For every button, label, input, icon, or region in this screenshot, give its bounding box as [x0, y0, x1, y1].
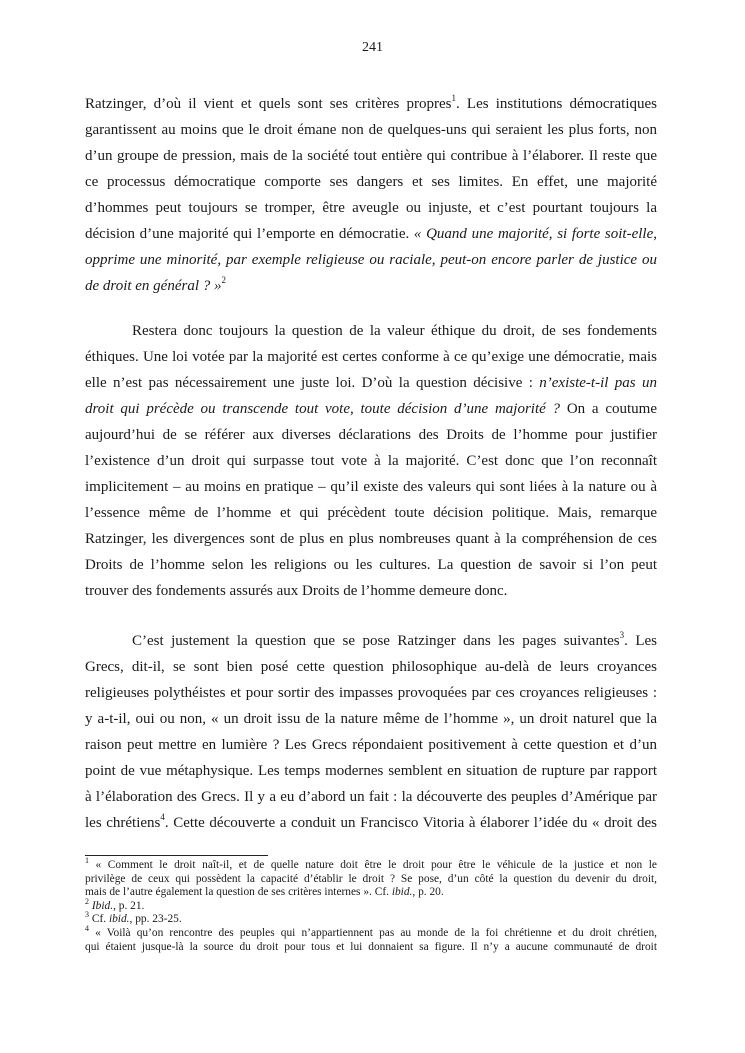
- text-line: [85, 318, 657, 344]
- italic-text: « Quand une majorité, si forte soit-elle,: [413, 226, 657, 242]
- text-line: [85, 169, 657, 195]
- text: , p. 20.: [412, 886, 444, 899]
- text-line: [85, 422, 657, 448]
- text-line: [85, 758, 657, 784]
- paragraph-3: [85, 628, 657, 836]
- text: mais de l’autre également la question de ses critères internes ». Cf.: [85, 886, 392, 899]
- text-line: [85, 396, 657, 422]
- text: On a coutume: [560, 401, 657, 417]
- text: garantissent au moins que le droit émane non de quelques-uns qui seraient les plus forts, non: [85, 122, 657, 138]
- text-line: [85, 117, 657, 143]
- text: elle n’est pas nécessairement une juste loi. D’où la question décisive :: [85, 375, 540, 391]
- footnote-ref: 4: [160, 812, 165, 822]
- text: . Les: [624, 633, 657, 649]
- text-line: [85, 578, 657, 604]
- text: , p. 21.: [113, 899, 145, 912]
- text: implicitement – au moins en pratique – qu’il existe des valeurs qui sont liées à la nature ou à: [85, 479, 657, 495]
- text: « Comment le droit naît-il, et de quelle nature doit être le droit pour être le véhicule de la justice et non le: [89, 859, 657, 871]
- text: point de vue métaphysique. Les temps modernes semblent en situation de rupture par rapport: [85, 763, 657, 779]
- text-line: [85, 886, 657, 900]
- footnote-ref: 2: [221, 275, 227, 285]
- footnote-ref: 2: [85, 896, 89, 906]
- text-line: [85, 910, 657, 927]
- text-line: [85, 680, 657, 706]
- text-line: [85, 941, 657, 955]
- text: privilège de ceux qui possèdent la capacité d’établir le droit ? Se pose, d’un côté la question du devenir du droit,: [85, 872, 657, 885]
- footnotes: [85, 856, 657, 954]
- text: . Les institutions démocratiques: [456, 96, 657, 112]
- text-line: [85, 273, 657, 299]
- text: à l’élaboration des Grecs. Il y a eu d’abord un fait : la découverte des peuples d’Amérique par: [85, 789, 657, 805]
- text-line: [85, 500, 657, 526]
- footnote-ref: 1: [451, 93, 457, 103]
- text: décision d’une majorité qui l’emporte en démocratie.: [85, 226, 414, 242]
- text: Grecs, dit-il, se sont bien posé cette question philosophique au-delà de leurs croyances: [85, 659, 657, 675]
- text-line: [85, 552, 657, 578]
- text: trouver des fondements assurés aux Droits de l’homme demeure donc.: [85, 583, 508, 599]
- italic-text: opprime une minorité, par exemple religieuse ou raciale, peut-on encore parler de justice ou: [85, 252, 657, 268]
- text: y a-t-il, oui ou non, « un droit issu de la nature même de l’homme », un droit naturel que la: [85, 711, 657, 727]
- text: C’est justement la question que se pose Ratzinger dans les pages suivantes: [132, 633, 620, 649]
- text: éthiques. Une loi votée par la majorité est certes conforme à ce qu’exige une démocratie, mais: [85, 349, 657, 365]
- text-line: [85, 143, 657, 169]
- text: l’essence même de l’homme et qui précèdent toute décision politique. Mais, remarque: [85, 505, 657, 521]
- text: l’existence d’un droit qui surpasse tout vote à la majorité. C’est donc que l’on reconnaît: [85, 453, 657, 469]
- italic-text: Ibid.: [91, 899, 114, 912]
- text: Ratzinger, d’où il vient et quels sont ses critères propres: [85, 96, 452, 112]
- text-line: [85, 195, 657, 221]
- text-line: [85, 896, 657, 914]
- text: ce processus démocratique comporte ses dangers et ses limites. En effet, une majorité: [85, 174, 657, 190]
- text: Cf.: [89, 913, 109, 926]
- italic-text: ibid.: [391, 886, 413, 899]
- text: aujourd’hui de se référer aux diverses déclarations des Droits de l’homme pour justifier: [85, 427, 657, 443]
- footnote-ref: 4: [85, 923, 89, 933]
- footnote-ref: 1: [85, 856, 89, 865]
- text-line: [85, 91, 657, 117]
- footnote-separator: [85, 855, 268, 856]
- text-line: [85, 221, 657, 247]
- text-line: [85, 923, 657, 941]
- text: , pp. 23-25.: [129, 913, 182, 926]
- paragraph-2: [85, 318, 657, 604]
- text: Droits de l’homme selon les religions ou les cultures. La question de savoir si l’on peut: [85, 557, 657, 573]
- text: raison peut mettre en lumière ? Les Grecs répondaient positivement à cette question et d’un: [85, 737, 657, 753]
- text: Restera donc toujours la question de la valeur éthique du droit, de ses fondements: [132, 323, 657, 339]
- text-line: [85, 706, 657, 732]
- text-line: [85, 474, 657, 500]
- italic-text: droit qui précède ou transcende tout vote, toute décision d’une majorité ?: [85, 401, 561, 417]
- paragraph-1: [85, 91, 657, 299]
- text-line: [85, 370, 657, 396]
- text-line: [85, 732, 657, 758]
- footnote-ref: 3: [619, 630, 625, 640]
- text: d’hommes peut toujours se tromper, être aveugle ou injuste, et c’est pourtant toujours la: [85, 200, 657, 216]
- text-line: [85, 448, 657, 474]
- italic-text: de droit en général ? »: [85, 278, 222, 294]
- footnote-ref: 3: [85, 910, 89, 920]
- text-line: [85, 810, 657, 836]
- text-line: [85, 856, 657, 873]
- text-line: [85, 526, 657, 552]
- text-line: [85, 654, 657, 680]
- text: religieuses polythéistes et pour sortir des impasses provoquées par ces croyances religieuses :: [85, 685, 657, 701]
- italic-text: n’existe-t-il pas un: [539, 375, 657, 391]
- text-line: [85, 344, 657, 370]
- text: qui étaient jusque-là la source du droit pour tous et lui donnaient sa figure. Il n’y a aucune communauté de droit: [85, 940, 657, 953]
- text: les chrétiens: [85, 815, 161, 831]
- text: d’un groupe de pression, mais de la société tout entière qui contribue à l’élaborer. Il reste que: [85, 148, 657, 164]
- text: « Voilà qu’on rencontre des peuples qui n’appartiennent pas au monde de la foi chrétienne et du droit chrétien,: [89, 926, 657, 939]
- page-number: 241: [362, 40, 383, 55]
- text-line: [85, 784, 657, 810]
- text-line: [85, 628, 657, 654]
- text-line: [85, 247, 657, 273]
- italic-text: ibid.: [108, 913, 130, 926]
- text: . Cette découverte a conduit un Francisco Vitoria à élaborer l’idée du « droit des: [164, 815, 657, 831]
- text-line: [85, 873, 657, 887]
- text: Ratzinger, les divergences sont de plus en plus nombreuses quant à la compréhension de ces: [85, 531, 657, 547]
